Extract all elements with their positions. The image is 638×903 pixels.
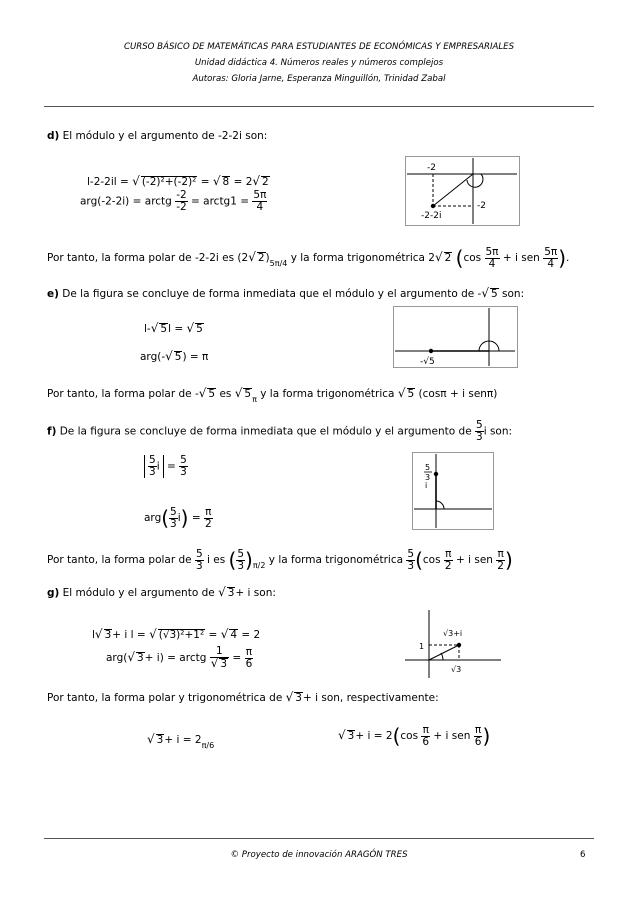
authors: Autoras: Gloria Jarne, Esperanza Minguillón, Trinidad Zabal: [192, 74, 446, 84]
svg-text:√3+i: √3+i: [443, 629, 463, 638]
section-g-conclusion: Por tanto, la forma polar y trigonométrica de √ 3+ i son, respectivamente:: [47, 690, 439, 704]
svg-text:-2: -2: [427, 163, 436, 173]
svg-text:5: 5: [425, 463, 431, 472]
section-e-argument: arg(-√ 5) = π: [140, 349, 209, 363]
section-f-argument: arg( $\frac{5}{3}$ i) = $\frac{\pi}{2}$: [144, 505, 212, 530]
figure-e: [393, 306, 518, 368]
svg-text:1: 1: [419, 642, 425, 651]
svg-text:i: i: [425, 481, 428, 490]
point-marker: [429, 349, 433, 353]
point-marker: [434, 472, 438, 476]
section-e-intro: e) De la figura se concluye de forma inmediata que el módulo y el argumento de -√ 5 son:: [47, 286, 525, 300]
svg-text:-√5: -√5: [420, 357, 435, 367]
section-f-conclusion: Por tanto, la forma polar de $\frac{5}{3}$ i es ( $\frac{5}{3}$ )$_{\pi/2}$ y la forma trigonométrica $\frac{5}{3}$ (cos $\frac{\pi}{2}$ + i sen $\frac{\pi}{2}$ ): [47, 547, 513, 572]
section-e-conclusion: Por tanto, la forma polar de -√ 5 es √ $5_\pi$ y la forma trigonométrica √ 5 (cosπ + i senπ): [47, 386, 498, 404]
section-e-modulus: l-√ 5l = √ 5: [144, 321, 203, 335]
footer-credit: © Proyecto de innovación ARAGÓN TRES: [230, 850, 408, 860]
footer-rule: [44, 838, 594, 839]
point-marker: [457, 643, 461, 647]
section-d-modulus: l-2-2il = √ (-2)²+(-2)² = √ 8 = 2√ 2: [87, 174, 269, 188]
section-g-intro: g) El módulo y el argumento de √ 3+ i son:: [47, 585, 276, 599]
section-d-intro: d) El módulo y el argumento de -2-2i son:: [47, 130, 268, 142]
svg-text:√3: √3: [451, 665, 462, 674]
section-g-modulus: l√ 3+ i l = √ (√3)²+1² = √ 4 = 2: [92, 627, 261, 641]
section-d-argument: arg(-2-2i) = arctg $\frac{-2}{-2}$ = arctg1 = $\frac{5\pi}{4}$: [80, 189, 267, 213]
svg-text:-2: -2: [477, 201, 486, 211]
point-marker: [431, 204, 435, 208]
figure-g: [403, 608, 503, 680]
course-title: CURSO BÁSICO DE MATEMÁTICAS PARA ESTUDIANTES DE ECONÓMICAS Y EMPRESARIALES: [123, 42, 515, 52]
page-number: 6: [580, 850, 586, 860]
figure-f: [412, 452, 494, 530]
svg-text:3: 3: [425, 473, 431, 482]
section-d-conclusion: Por tanto, la forma polar de -2-2i es (2√ $2)_{5\pi/4}$ y la forma trigonométrica 2√ 2 (cos $\frac{5\pi}{4}$ + i sen $\frac{5\pi}{4}$ ).: [47, 245, 570, 270]
section-g-argument: arg(√ 3+ i) = arctg $\frac{1}{√ 3}$ = $\frac{\pi}{6}$: [106, 645, 253, 670]
section-g-polar: √ $3+ i = 2_{\pi/6}$: [147, 732, 215, 750]
unit-title: Unidad didáctica 4. Números reales y números complejos: [194, 58, 444, 68]
section-f-modulus: $\frac{5}{3}$ i = $\frac{5}{3}$: [144, 455, 188, 478]
header-rule: [44, 106, 594, 107]
section-f-intro: f) De la figura se concluye de forma inmediata que el módulo y el argumento de $\frac{5}{3}$ i son:: [47, 419, 513, 443]
section-g-trig: √ 3+ i = 2(cos $\frac{\pi}{6}$ + i sen $\frac{\pi}{6}$ ): [338, 723, 491, 748]
svg-text:-2-2i: -2-2i: [421, 211, 442, 221]
figure-d: [405, 156, 520, 226]
